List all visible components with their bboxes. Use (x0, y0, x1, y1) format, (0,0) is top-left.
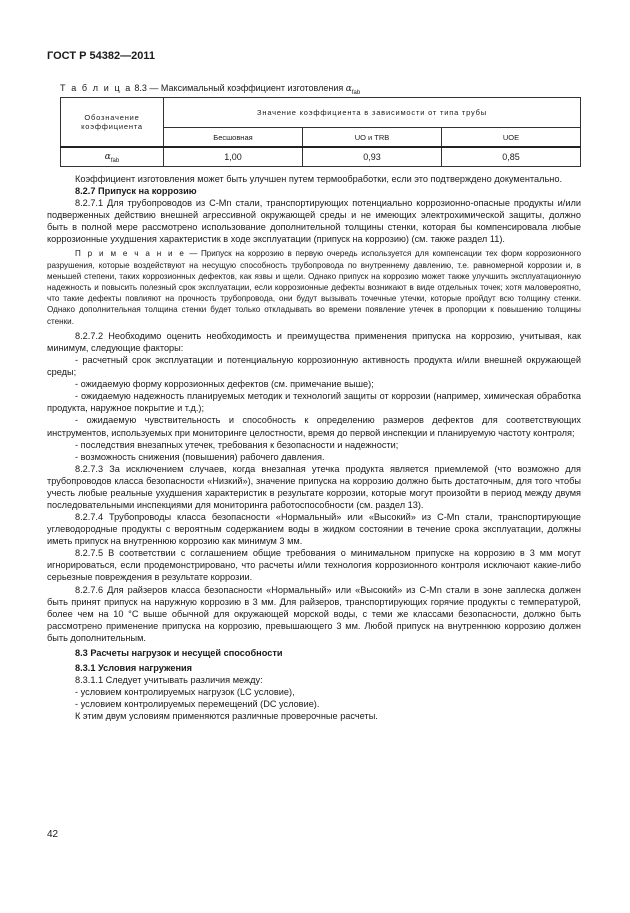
col-header-designation: Обозначение коэффициента (61, 98, 164, 148)
list-item: - ожидаемую форму коррозионных дефектов (см. примечание выше); (75, 379, 374, 390)
subsection-heading: 8.3.1 Условия нагружения (75, 663, 193, 673)
coefficient-table (60, 97, 581, 167)
value-uoe: 0,85 (442, 147, 581, 167)
col-header-uo-trb: UO и TRB (303, 128, 442, 148)
section-heading: 8.3 Расчеты нагрузок и несущей способности (75, 647, 283, 658)
row-symbol: α (104, 151, 111, 162)
row-subscript: fab (110, 157, 120, 164)
list-item: - условием контролируемых перемещений (DC условие). (75, 699, 320, 710)
paragraph: 8.3.1.1 Следует учитывать различия между: (75, 675, 263, 686)
list-item: - возможность снижения (повышения) рабочего давления. (75, 451, 325, 462)
group-header: Значение коэффициента в зависимости от типа трубы (164, 98, 581, 128)
list-item: - условием контролируемых нагрузок (LC условие), (75, 687, 295, 698)
col-header-uoe: UOE (442, 128, 581, 148)
paragraph: Коэффициент изготовления может быть улучшен путем термообработки, если это подтверждено документально. (75, 174, 563, 184)
standard-header: ГОСТ Р 54382—2011 (47, 50, 155, 62)
paragraph: 8.2.7.4 Трубопроводы класса безопасности «Нормальный» или «Высокий» из C-Mn стали, транспортирующие углеводородные продукты с вероятным содержанием воды в жидком состоянии в течение срока эксплуатации, должны иметь припуск на внутреннюю коррозию как минимум 3 мм. (47, 512, 581, 547)
list-item: - расчетный срок эксплуатации и потенциальную коррозионную активность продукта и/или внешней окружающей среды; (47, 355, 581, 378)
note-text: — Припуск на коррозию в первую очередь используется для компенсации тех форм коррозионного разрушения, которые воздействуют на несущую способность трубопровода по внутреннему давлению, т.е. равномерной коррозии и, в меньшей степени, таких коррозионных дефектов, как язвы и щели. Однако припуск на коррозию может также улучшить эксплуатационную надежность и повысить полезный срок эксплуатации, если коррозионные дефекты возникают в виде отдельных точек; хотя маловероятно, что такие дефекты повлияют на прочность трубопровода, они будут вызывать точечные утечки, которые пройдут всю толщину стенки. Однако дополнительная толщина стенки будет только откладывать во времени появление утечек в пропорции к повышению толщины стенки. (47, 249, 581, 326)
paragraph: 8.2.7.5 В соответствии с соглашением общие требования о минимальном припуске на коррозию в 3 мм могут игнорироваться, если продемонстрировано, что расчеты и/или технология коррозионного контроля исключают какие-либо серьезные повреждения в результате коррозии. (47, 548, 581, 583)
caption-subscript: fab (351, 89, 361, 96)
list-item: - ожидаемую чувствительность и способность к определению размеров дефектов для соответствующих инструментов, используемых при мониторинге целостности, время до первой инспекции и планируемую частоту контроля; (47, 415, 581, 438)
paragraph: 8.2.7.6 Для райзеров класса безопасности «Нормальный» или «Высокий» из C-Mn стали в зоне заплеска должен быть принят припуск на наружную коррозию в 3 мм. Для райзеров, транспортирующих горячие продукты с температурой, более чем на 10 °С выше обычной для окружающей морской воды, с теми же классами безопасности, должно быть рассмотрено применение припуска на коррозию, превышающего 3 мм. Любой припуск на внутреннюю коррозию должен быть дополнительным. (47, 584, 581, 643)
list-item: - последствия внезапных утечек, требования к безопасности и надежности; (75, 439, 399, 450)
note-label: П р и м е ч а н и е (75, 249, 186, 259)
document-body (47, 173, 581, 722)
paragraph: 8.2.7.1 Для трубопроводов из C-Mn стали, транспортирующих потенциально коррозионно-опасные продукты и/или подверженных действию внешней агрессивной окружающей среды и не имеющих электрохимической защиты, должно быть в полной мере рассмотрено использование дополнительной толщины стенки, которая бы компенсировала любые коррозионные ухудшения характеристик в ходе эксплуатации (припуск на коррозию) (см. также раздел 11). (47, 198, 581, 245)
paragraph: 8.2.7.2 Необходимо оценить необходимость и преимущества применения припуска на коррозию, учитывая, как минимум, следующие факторы: (47, 330, 581, 353)
section-heading: 8.2.7 Припуск на коррозию (75, 186, 197, 197)
list-item: - ожидаемую надежность планируемых методик и технологий защиты от коррозии (например, химическая обработка продукта, наружное покрытие и т.д.); (47, 391, 581, 414)
page-number: 42 (47, 829, 59, 840)
value-uo-trb: 0,93 (303, 147, 442, 167)
paragraph: 8.2.7.3 За исключением случаев, когда внезапная утечка продукта является приемлемой (что возможно для трубопроводов класса безопасности «Низкий»), значение припуска на коррозию должно быть достаточным, для того чтобы учесть любые реальные ухудшения характеристик в результате коррозии, которые могут произойти в период между двумя последовательными инспекциями для мониторинга работоспособности (см. раздел 13). (47, 463, 581, 510)
caption-symbol: α (345, 84, 352, 94)
row-symbol-cell (61, 147, 164, 167)
note (47, 248, 581, 326)
paragraph: К этим двум условиям применяются различные проверочные расчеты. (75, 711, 378, 722)
caption-prefix: Т а б л и ц а (60, 83, 132, 93)
caption-text: 8.3 — Максимальный коэффициент изготовления (134, 83, 344, 93)
col-header-seamless: Бесшовная (164, 128, 303, 148)
table-caption (60, 83, 360, 96)
value-seamless: 1,00 (164, 147, 303, 167)
